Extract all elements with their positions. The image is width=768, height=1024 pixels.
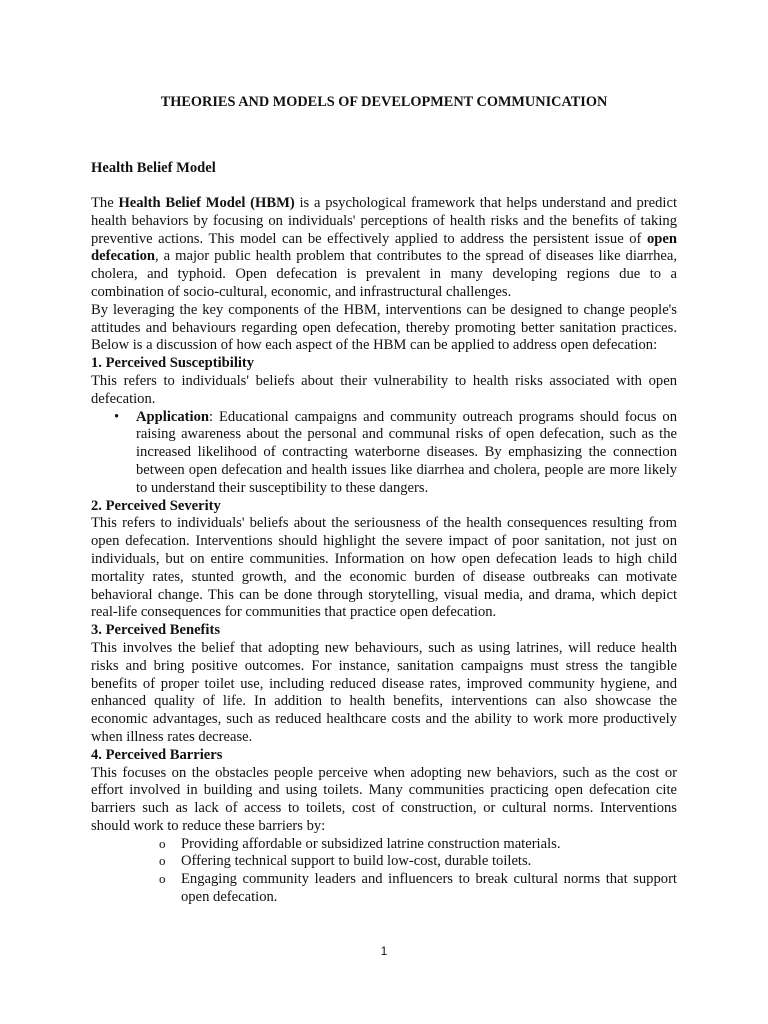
intro-text-mid: is a psychological framework that helps understand and predict health behaviors by focusing on individuals' perceptions of health risks and the benefits of taking preventive actions. This model can be effectively applied to address the persistent issue of <box>91 195 677 247</box>
heading-perceived-severity: 2. Perceived Severity <box>91 497 221 514</box>
application-label: Application <box>136 408 209 425</box>
list-item-application <box>91 409 677 498</box>
list-item <box>91 836 677 854</box>
paragraph-perceived-barriers: This focuses on the obstacles people perceive when adopting new behaviors, such as the cost or effort involved in building and using toilets. Many communities practicing open defecation cite barriers such as lack of access to toilets, cost of construction, or cultural norms. Interventions should work to reduce these barriers by: <box>91 764 677 834</box>
list-item <box>91 853 677 871</box>
document-body <box>91 195 677 907</box>
barrier-reduction-list <box>91 836 677 907</box>
intro-paragraph-1 <box>91 195 677 302</box>
open-defecation-term: open defecation <box>91 230 677 265</box>
document-title: THEORIES AND MODELS OF DEVELOPMENT COMMUNICATION <box>160 94 608 110</box>
list-item-text: Engaging community leaders and influencers to break cultural norms that support open defecation. <box>181 871 677 906</box>
list-item-text: Offering technical support to build low-cost, durable toilets. <box>181 853 532 870</box>
hbm-term: Health Belief Model (HBM) <box>118 195 295 211</box>
bullet-list-application <box>91 409 677 498</box>
sub-bullet-marker: o <box>159 853 166 869</box>
list-item-text: Providing affordable or subsidized latrine construction materials. <box>181 835 561 852</box>
paragraph-perceived-severity: This refers to individuals' beliefs about the seriousness of the health consequences resulting from open defecation. Interventions should highlight the severe impact of poor sanitation, not just on individuals, but on entire communities. Information on how open defecation leads to high child mortality rates, stunted growth, and the economic burden of disease outbreaks can motivate behavioral change. This can be done through storytelling, visual media, and drama, which depict real-life consequences for communities that practice open defecation. <box>91 515 677 621</box>
heading-perceived-benefits: 3. Perceived Benefits <box>91 622 221 639</box>
application-text: : Educational campaigns and community outreach programs should focus on raising awareness about the personal and communal risks of open defecation, such as the increased likelihood of contracting waterborne diseases. By emphasizing the connection between open defecation and health issues like diarrhea and cholera, people are more likely to understand their susceptibility to these dangers. <box>136 408 677 496</box>
sub-bullet-marker: o <box>159 871 166 887</box>
paragraph-perceived-susceptibility: This refers to individuals' beliefs about their vulnerability to health risks associated with open defecation. <box>91 372 677 407</box>
intro-text-post: , a major public health problem that contributes to the spread of diseases like diarrhea, cholera, and typhoid. Open defecation is prevalent in many developing regions due to a combination of socio-cultural, economic, and infrastructural challenges. <box>91 248 677 300</box>
heading-perceived-susceptibility: 1. Perceived Susceptibility <box>91 355 255 372</box>
sub-bullet-marker: o <box>159 835 166 851</box>
intro-text-pre: The <box>91 195 119 211</box>
heading-perceived-barriers: 4. Perceived Barriers <box>91 746 223 763</box>
list-item <box>91 871 677 907</box>
paragraph-perceived-benefits: This involves the belief that adopting new behaviours, such as using latrines, will reduce health risks and bring positive outcomes. For instance, sanitation campaigns must stress the tangible benefits of proper toilet use, including reduced disease rates, improved community hygiene, and enhanced quality of life. In addition to health benefits, interventions can also showcase the economic advantages, such as reduced healthcare costs and the ability to work more productively when illness rates decrease. <box>91 639 677 745</box>
intro-paragraph-2: By leveraging the key components of the HBM, interventions can be designed to change people's attitudes and behaviours regarding open defecation, thereby promoting better sanitation practices. Below is a discussion of how each aspect of the HBM can be applied to address open defecation: <box>91 301 677 354</box>
page-number: 1 <box>380 944 388 958</box>
bullet-marker: • <box>114 408 120 425</box>
section-title-health-belief-model: Health Belief Model <box>91 160 216 176</box>
